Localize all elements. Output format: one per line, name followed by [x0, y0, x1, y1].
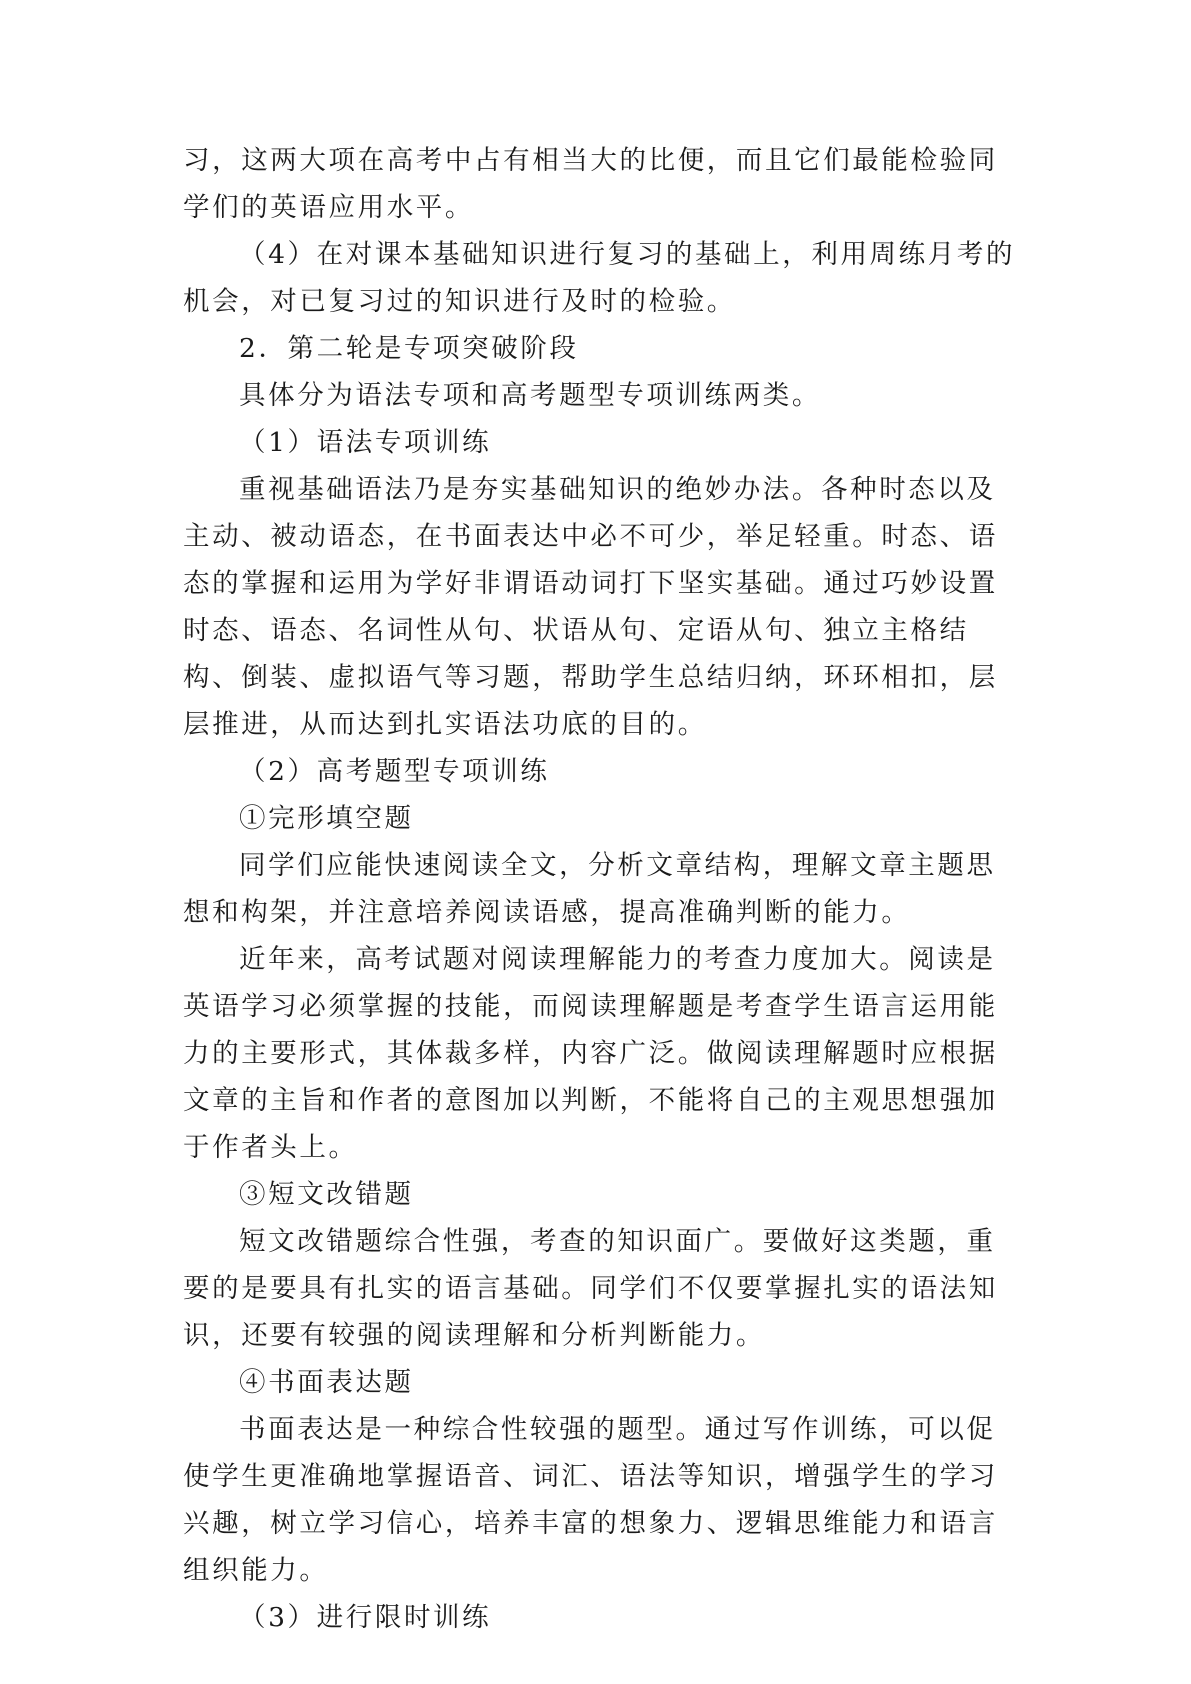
item-heading: ④书面表达题 — [239, 1367, 414, 1398]
paragraph: 重视基础语法乃是夯实基础知识的绝妙办法。各种时态以及主动、被动语态，在书面表达中必不可少，举足轻重。时态、语态的掌握和运用为学好非谓语动词打下坚实基础。通过巧妙设置时态、语态、名词性从句、状语从句、定语从句、独立主格结构、倒装、虚拟语气等习题，帮助学生总结归纳，环环相扣，层层推进，从而达到扎实语法功底的目的。 — [183, 474, 998, 740]
item-heading: ③短文改错题 — [239, 1179, 414, 1210]
paragraph: 同学们应能快速阅读全文，分析文章结构，理解文章主题思想和构架，并注意培养阅读语感，提高准确判断的能力。 — [183, 850, 996, 928]
subsection-heading: （2）高考题型专项训练 — [239, 756, 550, 787]
paragraph: 具体分为语法专项和高考题型专项训练两类。 — [239, 380, 821, 411]
section-heading: 2．第二轮是专项突破阶段 — [239, 333, 579, 364]
paragraph: （4）在对课本基础知识进行复习的基础上，利用周练月考的机会，对已复习过的知识进行及时的检验。 — [183, 239, 1016, 317]
subsection-heading: （1）语法专项训练 — [239, 427, 492, 458]
subsection-heading: （3）进行限时训练 — [239, 1602, 492, 1633]
paragraph: 近年来，高考试题对阅读理解能力的考查力度加大。阅读是英语学习必须掌握的技能，而阅读理解题是考查学生语言运用能力的主要形式，其体裁多样，内容广泛。做阅读理解题时应根据文章的主旨和作者的意图加以判断，不能将自己的主观思想强加于作者头上。 — [183, 944, 998, 1163]
paragraph: 书面表达是一种综合性较强的题型。通过写作训练，可以促使学生更准确地掌握语音、词汇、语法等知识，增强学生的学习兴趣，树立学习信心，培养丰富的想象力、逻辑思维能力和语言组织能力。 — [183, 1414, 998, 1586]
paragraph: 短文改错题综合性强，考查的知识面广。要做好这类题，重要的是要具有扎实的语言基础。同学们不仅要掌握扎实的语法知识，还要有较强的阅读理解和分析判断能力。 — [183, 1226, 998, 1351]
paragraph: 习，这两大项在高考中占有相当大的比便，而且它们最能检验同学们的英语应用水平。 — [183, 145, 998, 223]
item-heading: ①完形填空题 — [239, 803, 414, 834]
document-page — [183, 137, 1023, 1641]
